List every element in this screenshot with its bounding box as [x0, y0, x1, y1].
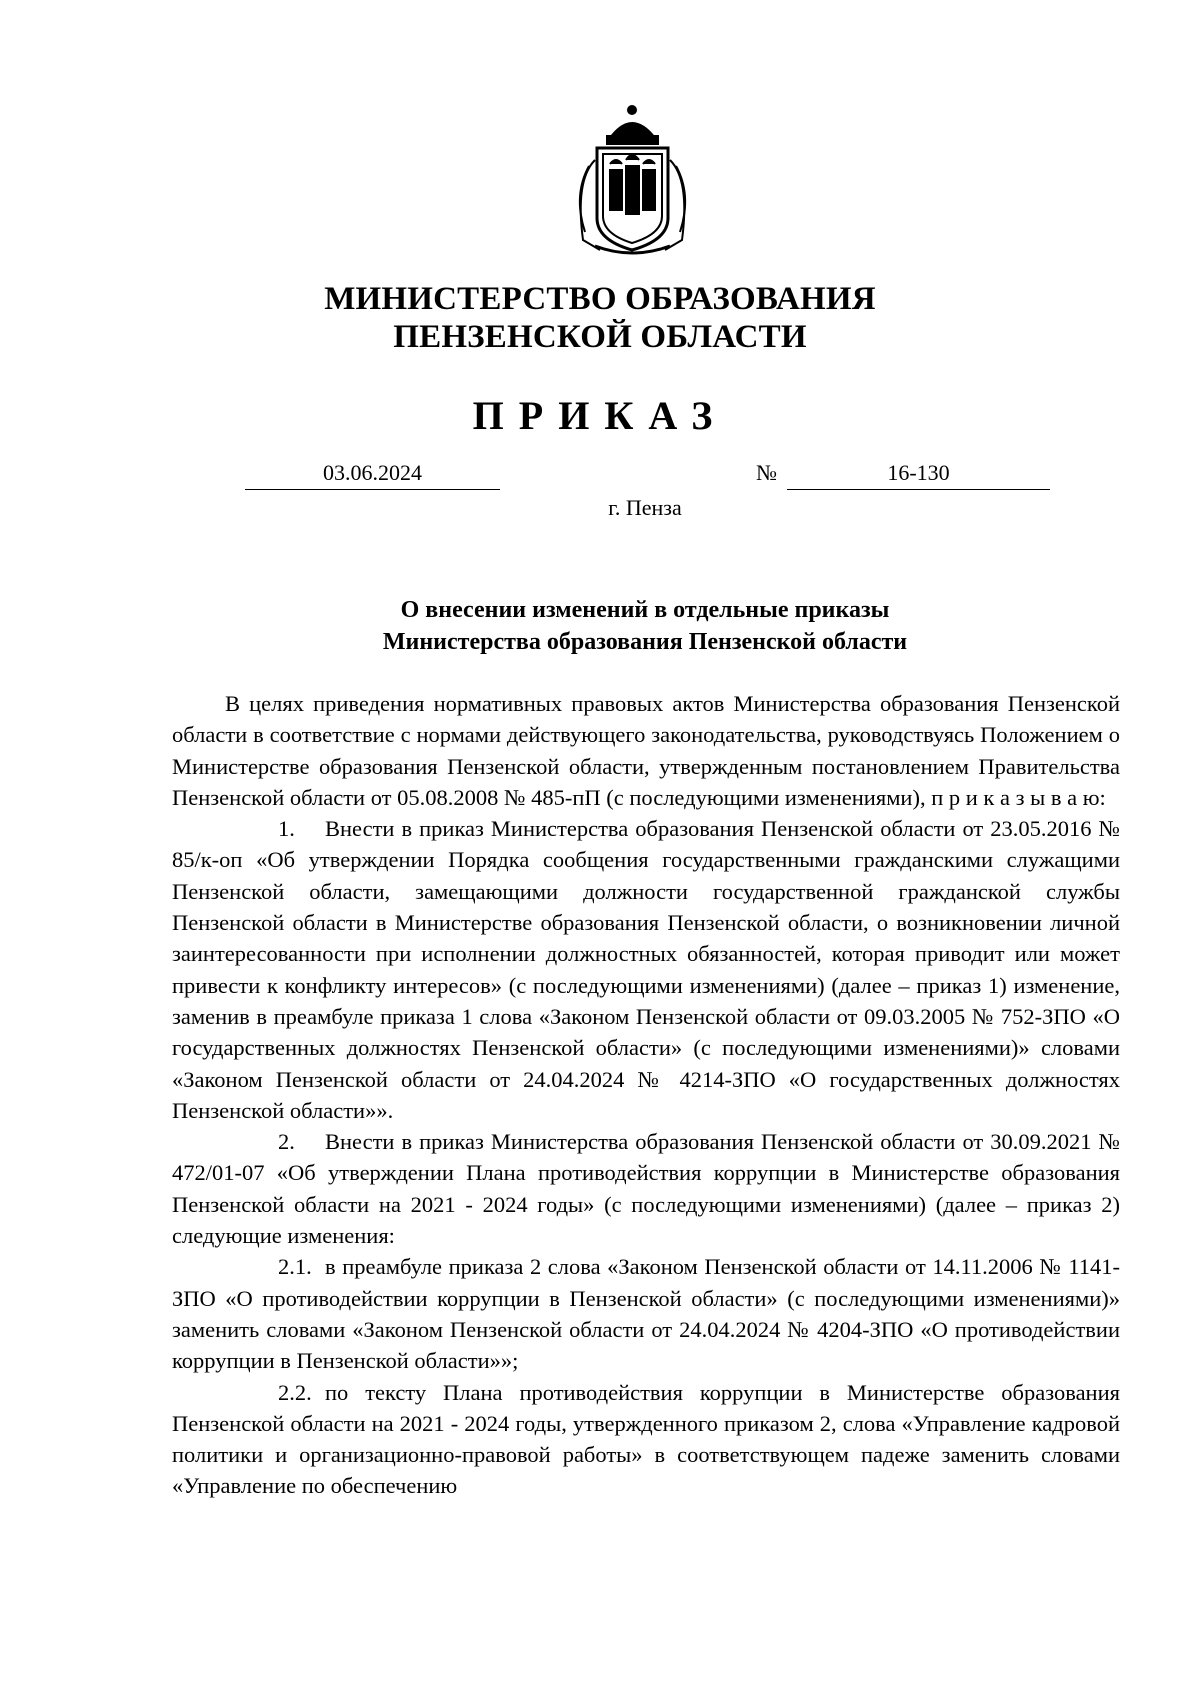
document-type-title: ПРИКАЗ: [472, 393, 728, 438]
coat-of-arms-icon: [555, 100, 710, 260]
ministry-name-line2: ПЕНЗЕНСКОЙ ОБЛАСТИ: [393, 319, 807, 355]
document-number: 16-130: [887, 460, 950, 485]
date-underline: [245, 489, 500, 490]
list-item: [172, 1251, 1120, 1376]
subject-line1: О внесении изменений в отдельные приказы: [400, 597, 890, 623]
list-item: [172, 1377, 1120, 1502]
item-text: по тексту Плана противодействия коррупции в Министерстве образования Пензенской области на 2021 - 2024 годы, утвержденного приказом 2, слова «Управление кадровой политики и организационно-правовой работы» в соответствующем падеже заменить словами «Управление по обеспечению: [172, 1379, 1120, 1499]
document-body: [172, 688, 1120, 1502]
number-sign: №: [756, 460, 777, 485]
intro-paragraph: В целях приведения нормативных правовых актов Министерства образования Пензенской области в соответствие с нормами действующего законодательства, руководствуясь Положением о Министерстве образования Пензенской области, утвержденным постановлением Правительства Пензенской области от 05.08.2008 № 485-пП (с последующими изменениями), п р и к а з ы в а ю:: [172, 691, 1120, 810]
item-number: 1.: [278, 816, 295, 842]
item-text: в преамбуле приказа 2 слова «Законом Пензенской области от 14.11.2006 № 1141-ЗПО «О противодействии коррупции в Пензенской области» (с последующими изменениями)» заменить словами «Законом Пензенской области от 24.04.2024 № 4204-ЗПО «О противодействии коррупции в Пензенской области»»;: [172, 1254, 1120, 1374]
subject-line2: Министерства образования Пензенской области: [382, 629, 908, 655]
list-item: [172, 1126, 1120, 1251]
item-number: 2.1.: [278, 1254, 312, 1280]
number-underline: [787, 489, 1050, 490]
document-date: 03.06.2024: [323, 460, 422, 485]
list-item: [172, 813, 1120, 1126]
item-text: Внести в приказ Министерства образования Пензенской области от 30.09.2021 № 472/01-07 «Об утверждении Плана противодействия коррупции в Министерстве образования Пензенской области на 2021 - 2024 годы» (с последующими изменениями) (далее – приказ 2) следующие изменения:: [172, 1129, 1120, 1249]
document-city: г. Пенза: [608, 495, 682, 520]
ministry-name-line1: МИНИСТЕРСТВО ОБРАЗОВАНИЯ: [324, 281, 876, 317]
item-text: Внести в приказ Министерства образования Пензенской области от 23.05.2016 № 85/к-оп «Об утверждении Порядка сообщения государственными гражданскими служащими Пензенской области, замещающими должности государственной гражданской службы Пензенской области в Министерстве образования Пензенской области, о возникновении личной заинтересованности при исполнении должностных обязанностей, которая приводит или может привести к конфликту интересов» (с последующими изменениями) (далее – приказ 1) изменение, заменив в преамбуле приказа 1 слова «Законом Пензенской области от 09.03.2005 № 752-ЗПО «О государственных должностях Пензенской области» (с последующими изменениями)» словами «Законом Пензенской области от 24.04.2024 № 4214-ЗПО «О государственных должностях Пензенской области»».: [172, 816, 1120, 1123]
item-number: 2.: [278, 1129, 295, 1155]
item-number: 2.2.: [278, 1379, 312, 1405]
